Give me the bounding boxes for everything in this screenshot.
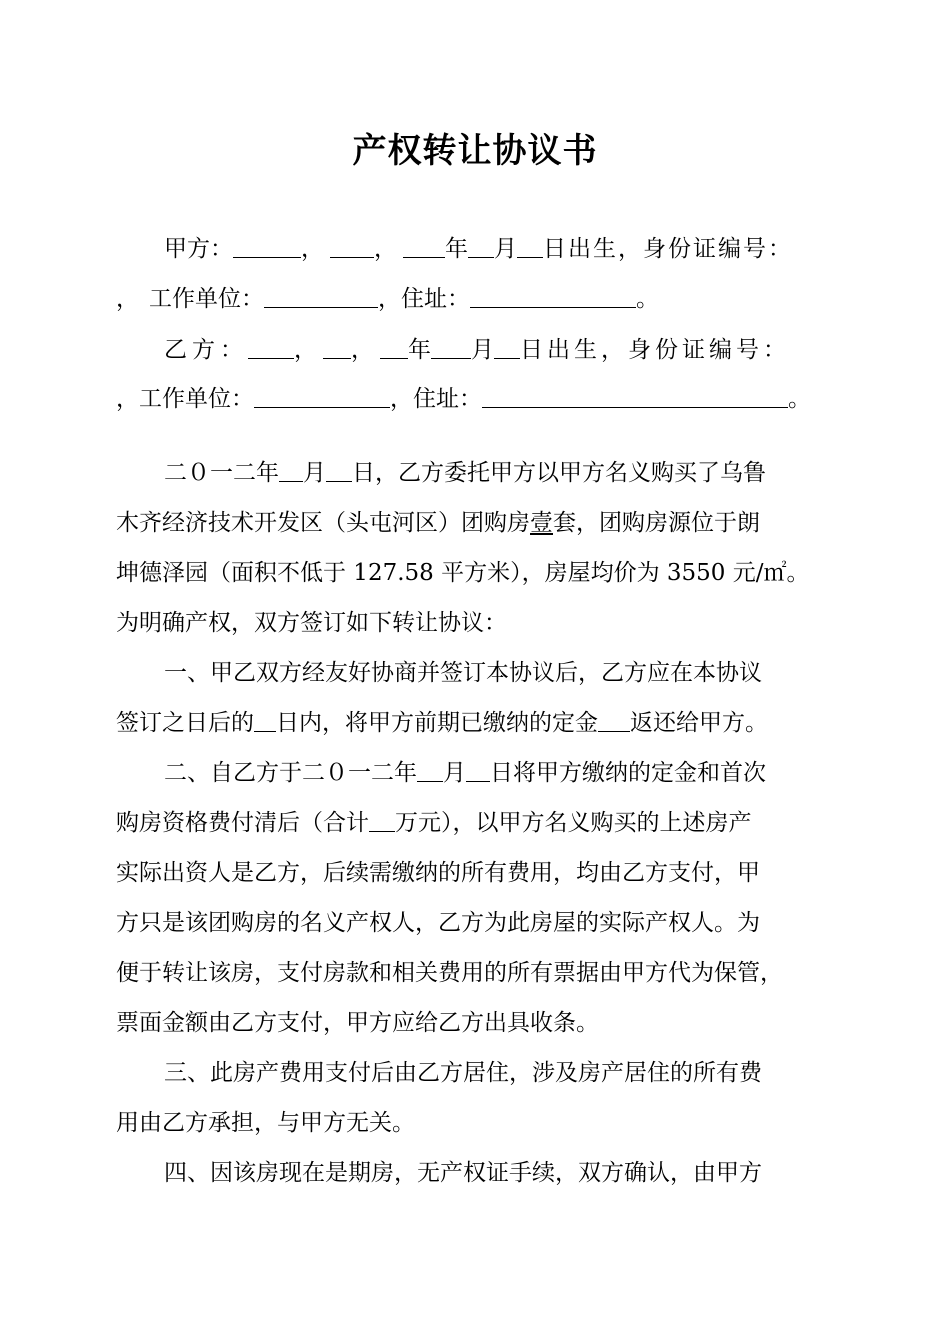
- clause-2-month-label: 月: [443, 760, 466, 786]
- clause-2-line-3: 实际出资人是乙方，后续需缴纳的所有费用，均由乙方支付，甲: [116, 860, 760, 886]
- party-b-line-2: [116, 383, 811, 415]
- clause-1-days-blank: [254, 709, 276, 732]
- party-b-name-blank: [248, 336, 294, 359]
- party-b-address-blank: [482, 385, 788, 408]
- party-b-year-label: 年: [408, 337, 431, 363]
- clause-2-text-c: 日将甲方缴纳的定金和首次: [490, 760, 766, 786]
- party-b-day-blank: [494, 336, 520, 359]
- intro-month-label: 月: [303, 460, 326, 486]
- clause-3-line-2: 用由乙方承担，与甲方无关。: [116, 1110, 415, 1136]
- party-a-name-blank: [233, 235, 301, 258]
- clause-2-text-a: 二、自乙方于二０一二年: [164, 760, 417, 786]
- party-a-sep-2: ，: [374, 236, 397, 262]
- clause-3-line-1: 三、此房产费用支付后由乙方居住，涉及房产居住的所有费: [164, 1060, 762, 1086]
- clause-4-line-1: 四、因该房现在是期房，无产权证手续，双方确认，由甲方: [164, 1160, 762, 1186]
- party-a-day-blank: [517, 235, 543, 258]
- intro-line-4: 为明确产权，双方签订如下转让协议：: [116, 610, 507, 636]
- intro-text-2a: 木齐经济技术开发区（头屯河区）团购房: [116, 510, 530, 536]
- intro-date-year: 二０一二年: [164, 460, 279, 486]
- intro-text-2b: 套，团购房源位于朗: [553, 510, 760, 536]
- party-b-line2-lead: ，: [116, 386, 139, 412]
- party-a-address-label: ，住址：: [378, 286, 470, 312]
- party-a-line-1: [164, 233, 834, 265]
- clause-2-line-6: 票面金额由乙方支付，甲方应给乙方出具收条。: [116, 1010, 599, 1036]
- document-title: 产权转让协议书: [352, 131, 598, 171]
- party-a-line-2: [116, 283, 659, 315]
- party-b-sep-2: ，: [351, 337, 374, 363]
- clause-2-line-1: [164, 757, 766, 789]
- intro-text-1: 日，乙方委托甲方以甲方名义购买了乌鲁: [352, 460, 766, 486]
- intro-line-3: 坤德泽园（面积不低于 127.58 平方米），房屋均价为 3550 元/㎡。: [116, 560, 810, 586]
- clause-1-text-c: 返还给甲方。: [630, 710, 768, 736]
- party-a-year-label: 年: [445, 236, 468, 262]
- clause-1-text-b: 日内，将甲方前期已缴纳的定金: [276, 710, 598, 736]
- party-b-sep-1: ，: [294, 337, 317, 363]
- party-a-gender-blank: [330, 235, 374, 258]
- party-a-work-label: 工作单位：: [149, 286, 264, 312]
- intro-line-2: [116, 507, 760, 539]
- intro-month-blank: [279, 459, 303, 482]
- party-b-gender-blank: [323, 336, 351, 359]
- clause-2-text-2a: 购房资格费付清后（合计: [116, 810, 369, 836]
- clause-2-line-4: 方只是该团购房的名义产权人，乙方为此房屋的实际产权人。为: [116, 910, 760, 936]
- party-a-year-blank: [403, 235, 445, 258]
- clause-2-month-blank: [417, 759, 443, 782]
- clause-2-line-2: [116, 807, 752, 839]
- party-a-address-blank: [470, 285, 636, 308]
- party-a-month-blank: [468, 235, 494, 258]
- clause-2-line-5: 便于转让该房，支付房款和相关费用的所有票据由甲方代为保管，: [116, 960, 783, 986]
- clause-2-amount-blank: [369, 809, 395, 832]
- party-a-birth-id-label: 日出生，身份证编号：: [543, 236, 793, 262]
- party-a-month-label: 月: [494, 236, 517, 262]
- party-b-birth-id-label: 日出生，身份证编号：: [520, 337, 790, 363]
- clause-1-line-1: 一、甲乙双方经友好协商并签订本协议后，乙方应在本协议: [164, 660, 762, 686]
- intro-line-1: [164, 457, 766, 489]
- clause-2-text-2b: 万元），以甲方名义购买的上述房产: [395, 810, 752, 836]
- party-a-line2-lead: ，: [116, 286, 139, 312]
- party-a-end: 。: [636, 286, 659, 312]
- party-b-line-1: [164, 334, 790, 366]
- clause-1-text-a: 签订之日后的: [116, 710, 254, 736]
- party-a-work-blank: [264, 285, 378, 308]
- intro-quantity: 壹: [530, 510, 553, 536]
- clause-1-deposit-blank: [598, 709, 630, 732]
- clause-2-day-blank: [466, 759, 490, 782]
- party-a-sep-1: ，: [301, 236, 324, 262]
- party-b-month-blank: [431, 336, 471, 359]
- party-b-year-blank: [380, 336, 408, 359]
- party-b-label: 乙方：: [164, 337, 248, 363]
- party-a-label: 甲方：: [164, 236, 233, 262]
- party-b-work-blank: [254, 385, 390, 408]
- party-b-end: 。: [788, 386, 811, 412]
- party-b-work-label: 工作单位：: [139, 386, 254, 412]
- clause-1-line-2: [116, 707, 768, 739]
- party-b-month-label: 月: [471, 337, 494, 363]
- party-b-address-label: ，住址：: [390, 386, 482, 412]
- intro-day-blank: [326, 459, 352, 482]
